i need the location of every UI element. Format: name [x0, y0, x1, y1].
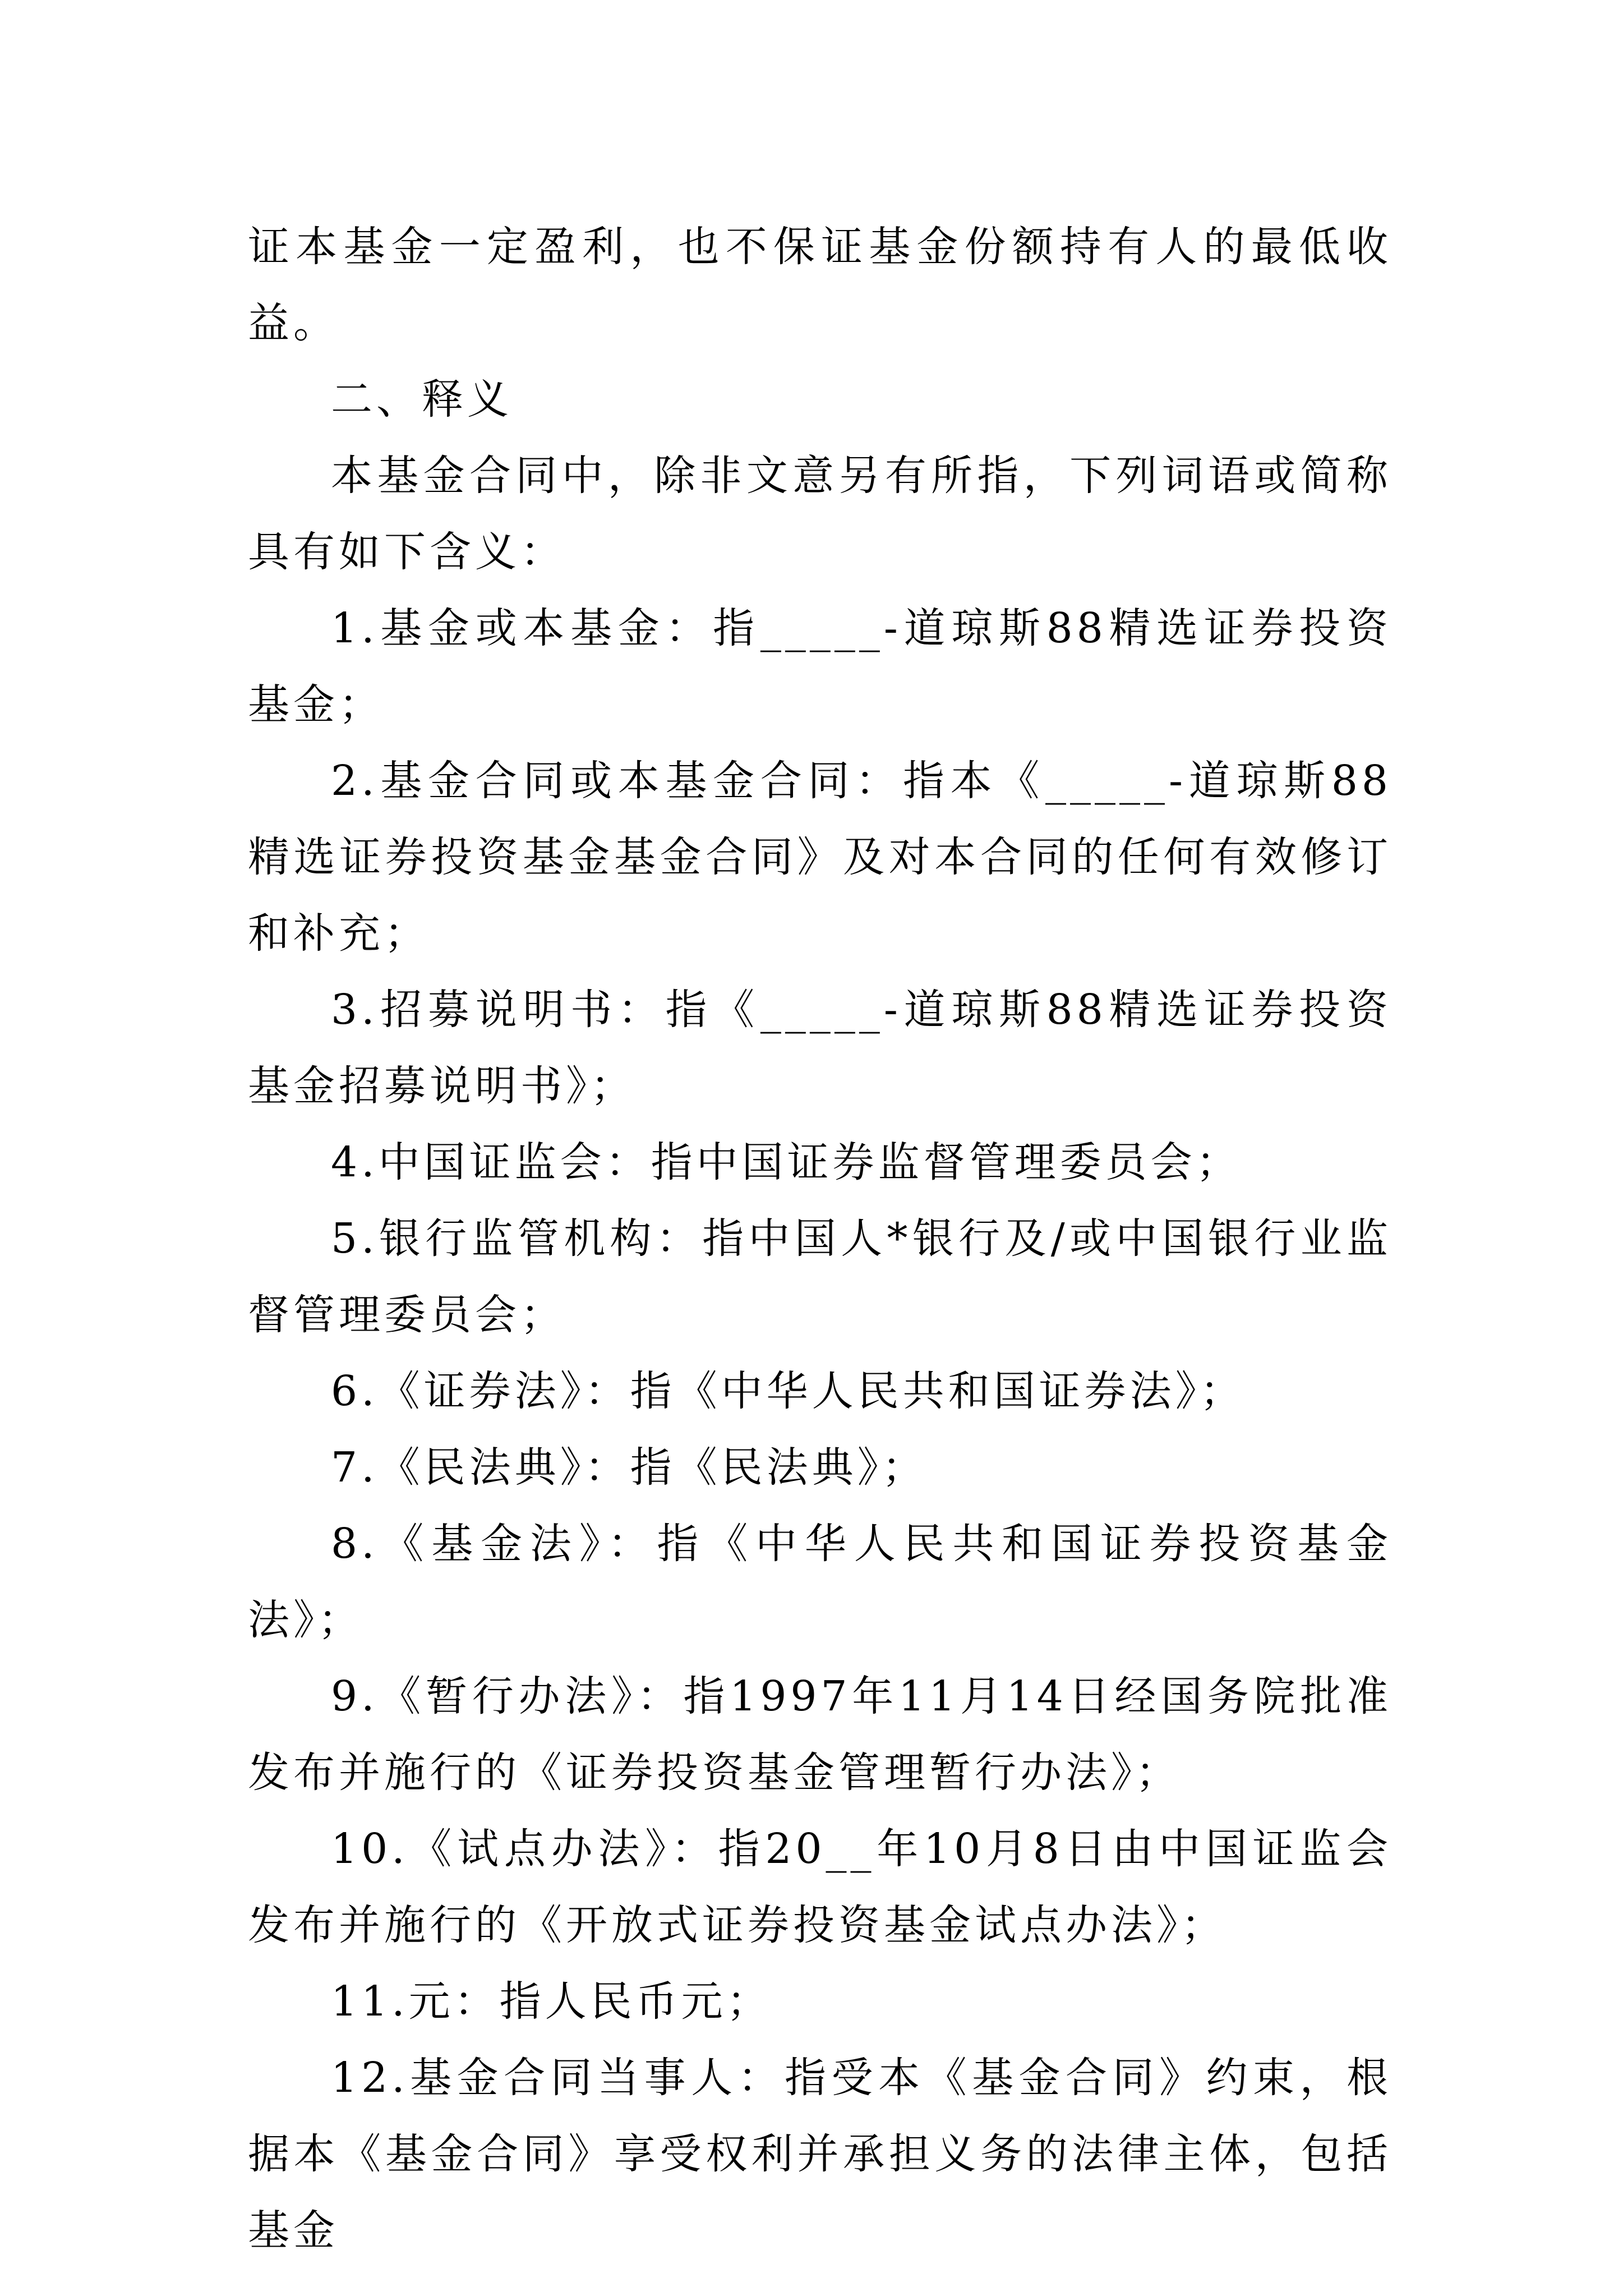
- paragraph-continuation: 证本基金一定盈利，也不保证基金份额持有人的最低收益。: [248, 223, 1392, 347]
- paragraph-intro: 本基金合同中，除非文意另有所指，下列词语或简称具有如下含义：: [248, 452, 1392, 576]
- definition-item-11: 11.元：指人民币元；: [331, 1977, 772, 2026]
- section-heading-definitions: 二、释义: [331, 375, 513, 424]
- document-body: [248, 209, 1392, 2269]
- definition-item-1: 1.基金或本基金：指_____-道琼斯88精选证券投资基金；: [248, 604, 1392, 729]
- definition-item-3: 3.招募说明书：指《_____-道琼斯88精选证券投资基金招募说明书》；: [248, 986, 1392, 1110]
- definition-item-2: 2.基金合同或本基金合同：指本《_____-道琼斯88精选证券投资基金基金合同》及对本合同的任何有效修订和补充；: [248, 757, 1392, 958]
- definition-item-4: 4.中国证监会：指中国证券监督管理委员会；: [331, 1138, 1242, 1186]
- definition-item-12: 12.基金合同当事人：指受本《基金合同》约束，根据本《基金合同》享受权利并承担义务的法律主体，包括基金: [248, 2054, 1392, 2254]
- definition-item-9: 9.《暂行办法》：指1997年11月14日经国务院批准发布并施行的《证券投资基金管理暂行办法》；: [248, 1672, 1392, 1797]
- definition-item-10: 10.《试点办法》：指20__年10月8日由中国证监会发布并施行的《开放式证券投资基金试点办法》；: [248, 1825, 1392, 1949]
- definition-item-8: 8.《基金法》：指《中华人民共和国证券投资基金法》；: [248, 1520, 1392, 1644]
- definition-item-6: 6.《证券法》：指《中华人民共和国证券法》；: [331, 1367, 1246, 1415]
- definition-item-7: 7.《民法典》：指《民法典》；: [331, 1443, 928, 1492]
- definition-item-5: 5.银行监管机构：指中国人*银行及/或中国银行业监督管理委员会；: [248, 1214, 1392, 1339]
